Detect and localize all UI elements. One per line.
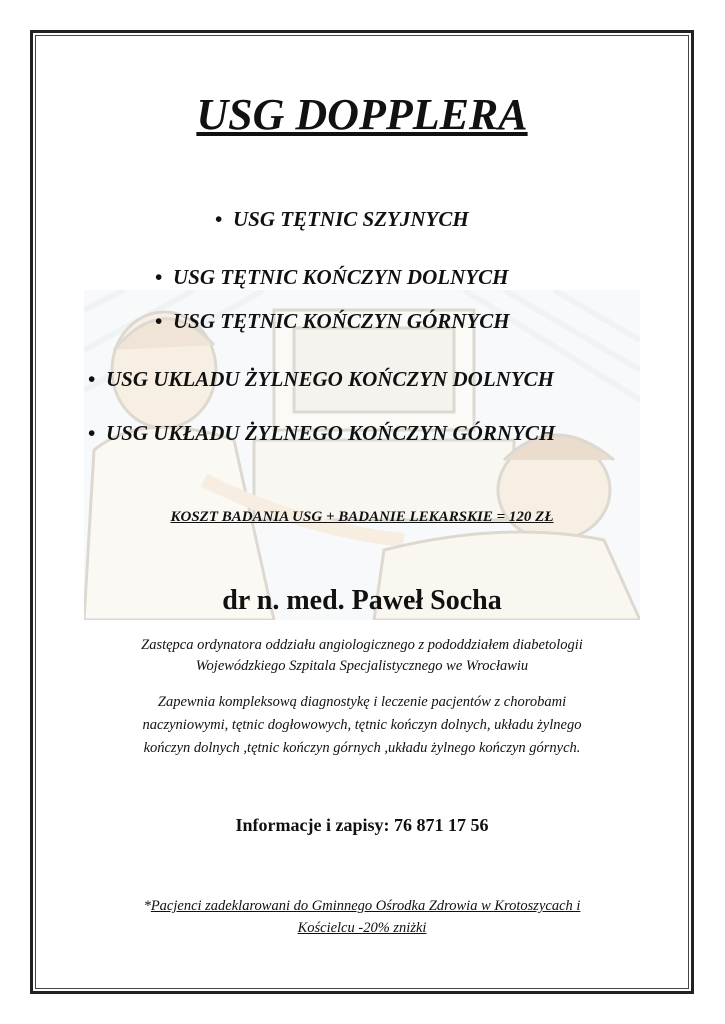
services-description (77, 691, 647, 760)
service-item (88, 367, 554, 392)
price-line: KOSZT BADANIA USG + BADANIE LEKARSKIE = 120 ZŁ (170, 509, 554, 525)
page-title: USG DOPPLERA (196, 90, 528, 139)
bullet-icon: • (215, 207, 223, 231)
description-line: naczyniowymi, tętnic dogłowowych, tętnic kończyn dolnych, układu żylnego (142, 717, 582, 733)
doctor-name: dr n. med. Paweł Socha (222, 585, 502, 616)
service-item (155, 309, 510, 334)
footnote-asterisk: * (143, 898, 151, 914)
description-line: kończyn dolnych ,tętnic kończyn górnych ,układu żylnego kończyn górnych. (143, 740, 581, 756)
description-line: Zapewnia kompleksową diagnostykę i leczenie pacjentów z chorobami (157, 694, 567, 710)
position-line: Wojewódzkiego Szpitala Specjalistycznego we Wrocławiu (195, 658, 529, 674)
service-item (155, 265, 508, 290)
footnote-line: Pacjenci zadeklarowani do Gminnego Ośrodka Zdrowia w Krotoszycach i (150, 898, 581, 914)
service-label: USG UKŁADU ŻYLNEGO KOŃCZYN GÓRNYCH (106, 421, 556, 445)
service-item (88, 421, 555, 446)
flyer-content (37, 37, 687, 987)
service-label: USG TĘTNIC KOŃCZYN GÓRNYCH (173, 309, 510, 333)
bullet-icon: • (88, 367, 96, 391)
service-label: USG TĘTNIC SZYJNYCH (233, 207, 469, 231)
discount-footnote (77, 895, 647, 939)
contact-info: Informacje i zapisy: 76 871 17 56 (235, 815, 489, 835)
bullet-icon: • (88, 421, 96, 445)
doctor-position (77, 635, 647, 677)
position-line: Zastępca ordynatora oddziału angiologicznego z pododdziałem diabetologii (141, 637, 583, 653)
service-label: USG UKLADU ŻYLNEGO KOŃCZYN DOLNYCH (106, 367, 554, 391)
service-item (215, 207, 469, 232)
bullet-icon: • (155, 265, 163, 289)
footnote-line: Kościelcu -20% zniżki (297, 920, 427, 936)
service-label: USG TĘTNIC KOŃCZYN DOLNYCH (173, 265, 509, 289)
bullet-icon: • (155, 309, 163, 333)
